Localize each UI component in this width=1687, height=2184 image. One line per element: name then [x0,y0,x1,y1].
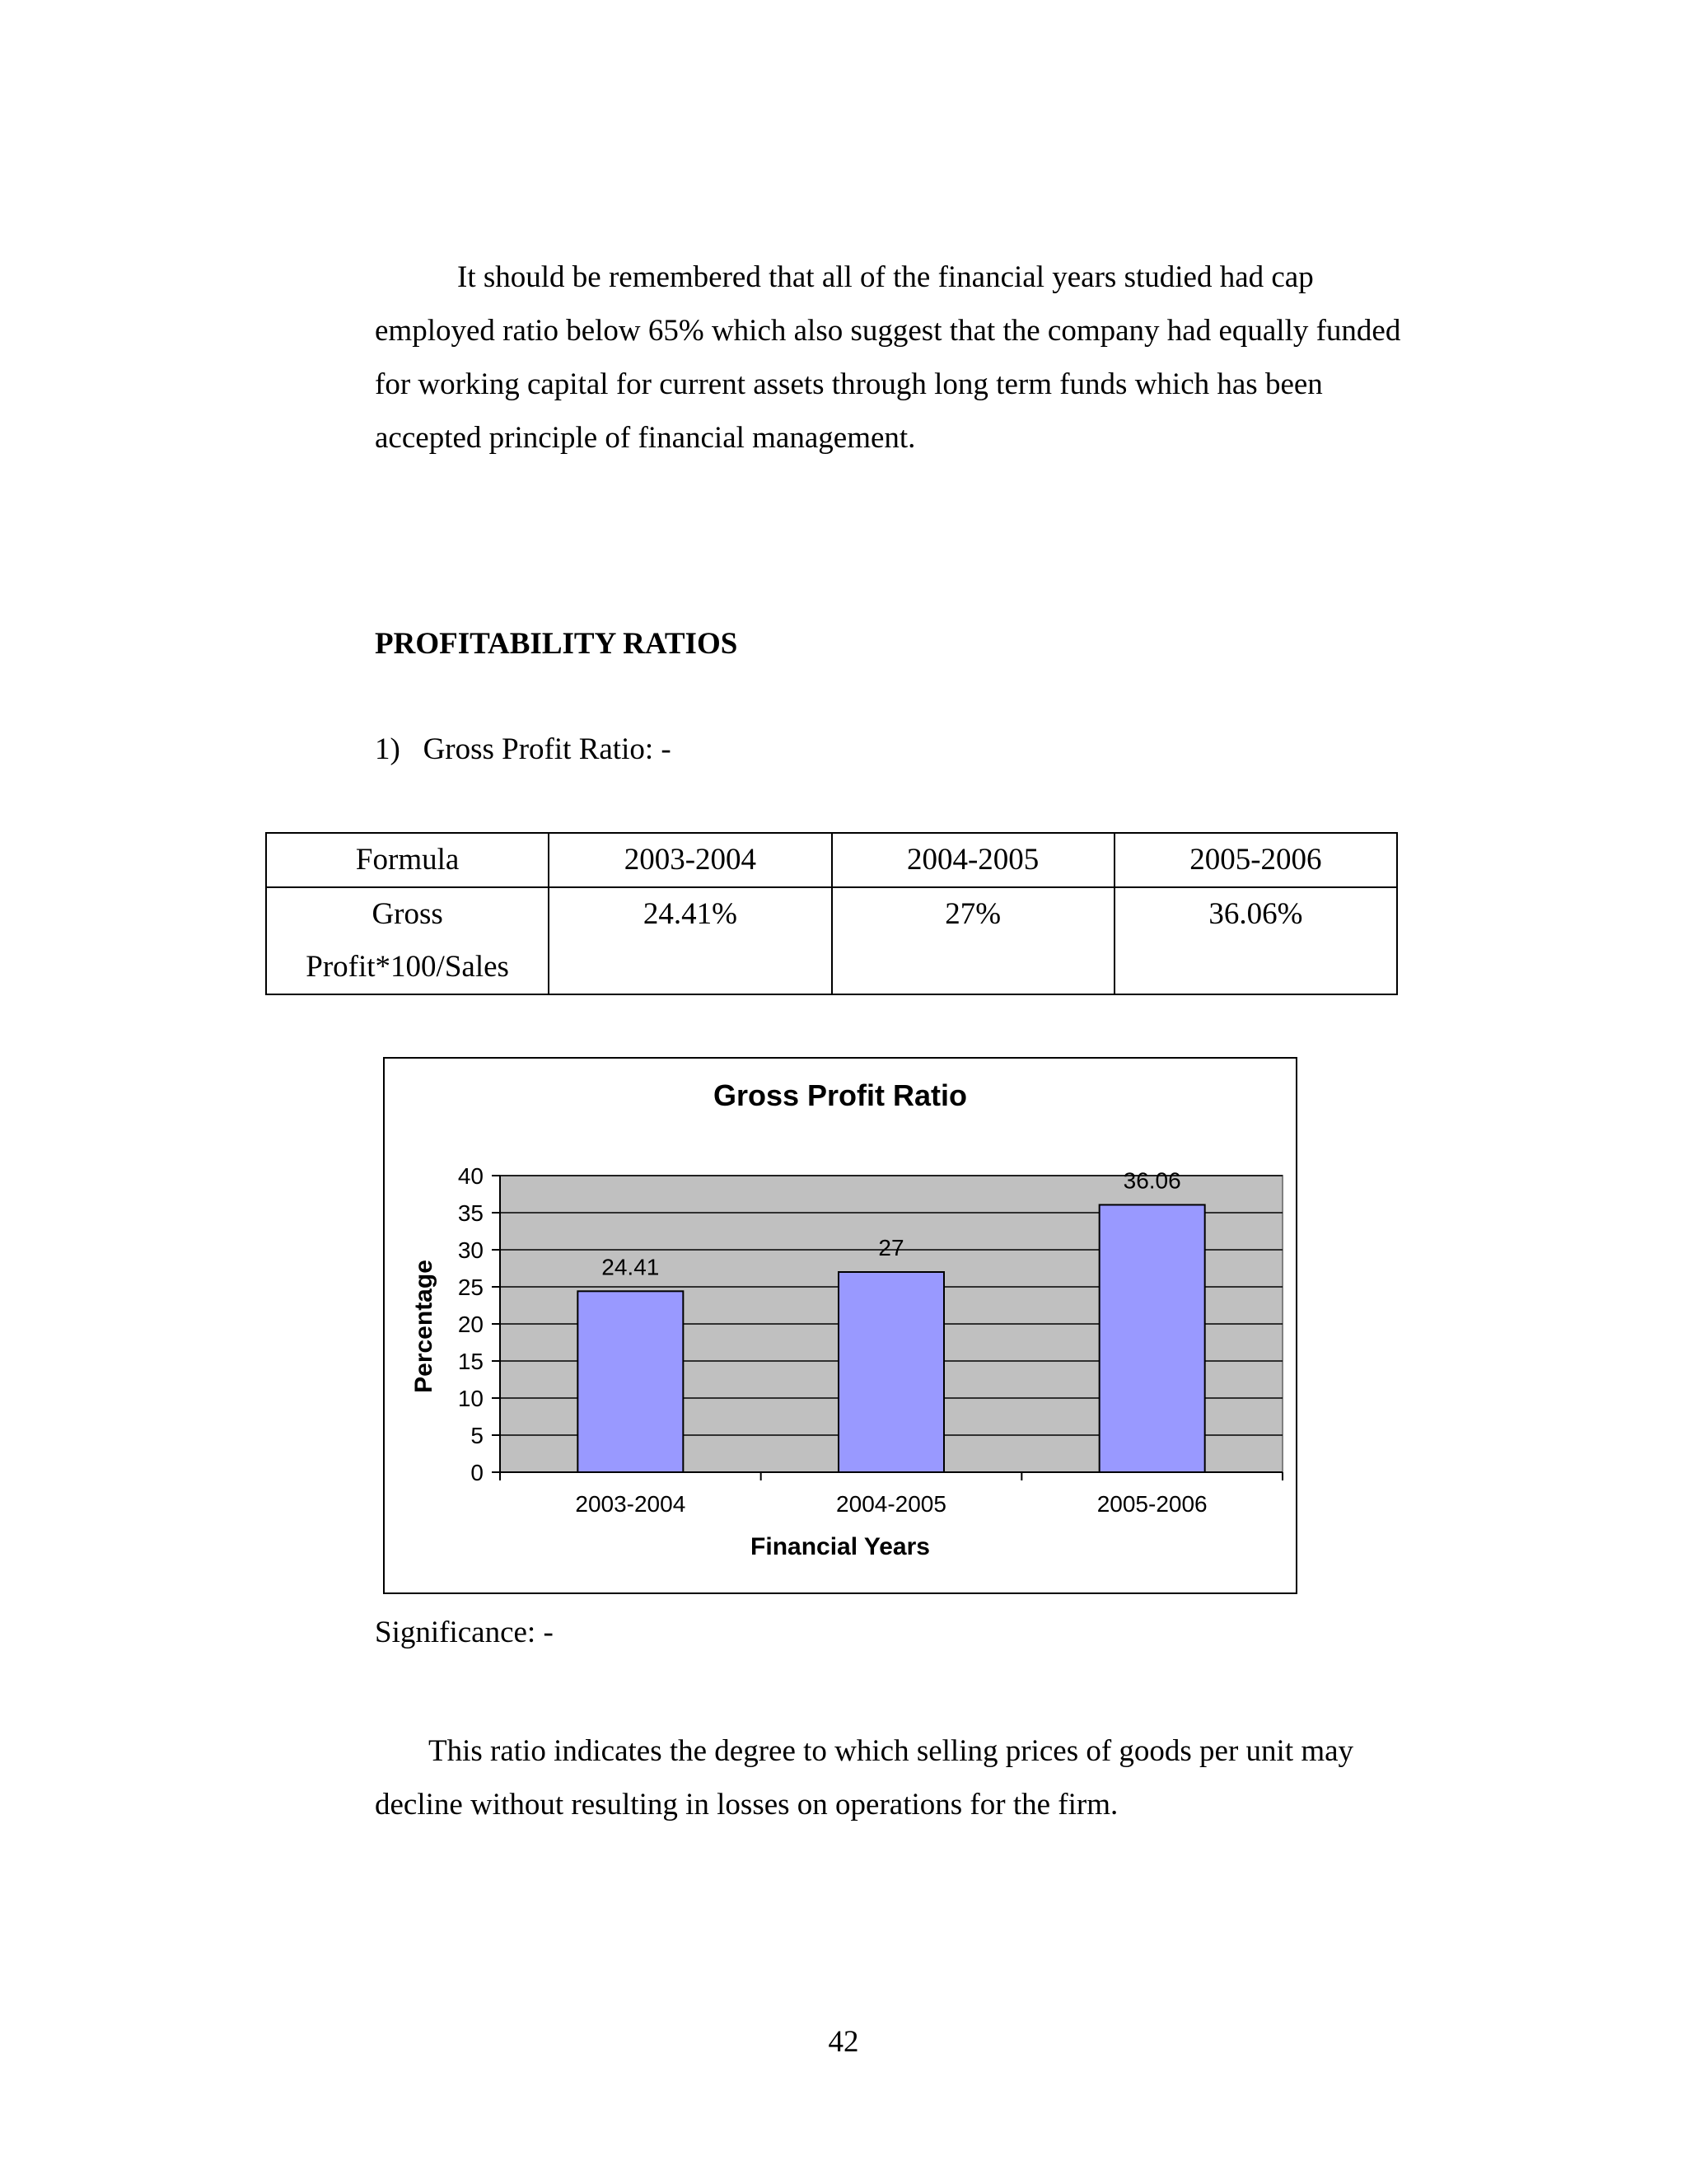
conclusion-line-1: This ratio indicates the degree to which selling prices of goods per unit may [428,1734,1354,1768]
page-number: 42 [828,2025,859,2059]
gross-profit-subheading: 1) Gross Profit Ratio: - [375,732,671,766]
y-tick-label: 35 [457,1200,484,1226]
table-value-cell: 36.06% [1115,887,1397,994]
x-tick-label: 2003-2004 [575,1491,686,1517]
significance-label: Significance: - [375,1616,554,1649]
bar [839,1272,944,1472]
data-label: 24.41 [601,1254,660,1280]
intro-line-1: It should be remembered that all of the financial years studied had cap [457,260,1314,294]
x-axis-label: Financial Years [750,1533,930,1560]
table-row [266,887,1397,994]
bar [577,1291,683,1472]
y-tick-label: 30 [457,1237,484,1263]
table-header-cell: 2003-2004 [549,833,831,887]
formula-cell [266,887,549,994]
conclusion-paragraph [375,1724,1429,1831]
conclusion-line-2: decline without resulting in losses on operations for the firm. [375,1788,1119,1822]
section-heading: PROFITABILITY RATIOS [375,627,738,661]
intro-line-3: for working capital for current assets through long term funds which has been [375,367,1323,401]
table-header-row [266,833,1397,887]
table-value-cell: 24.41% [549,887,831,994]
y-tick-label: 15 [457,1349,484,1374]
y-tick-label: 40 [457,1163,484,1189]
gross-profit-chart [383,1057,1297,1594]
x-tick-label: 2004-2005 [836,1491,946,1517]
table-header-cell: Formula [266,833,549,887]
table-value-cell: 27% [832,887,1115,994]
intro-line-2: employed ratio below 65% which also suggest that the company had equally funded [375,314,1401,348]
formula-line-1: Gross [372,897,443,931]
table-header-cell: 2004-2005 [832,833,1115,887]
y-tick-label: 5 [470,1423,484,1448]
x-tick-label: 2005-2006 [1096,1491,1208,1517]
y-tick-label: 20 [457,1312,484,1337]
y-tick-label: 10 [457,1386,484,1411]
chart-svg [385,1059,1296,1592]
intro-paragraph [375,250,1429,465]
intro-line-4: accepted principle of financial management. [375,421,916,455]
y-tick-label: 0 [470,1460,484,1485]
y-tick-label: 25 [457,1274,484,1300]
table-header-cell: 2005-2006 [1115,833,1397,887]
data-label: 36.06 [1123,1167,1181,1194]
data-label: 27 [878,1235,904,1260]
bar [1100,1204,1205,1472]
chart-title: Gross Profit Ratio [713,1078,968,1112]
formula-line-2: Profit*100/Sales [306,950,509,984]
y-axis-label: Percentage [410,1260,437,1393]
gross-profit-table [265,832,1398,995]
